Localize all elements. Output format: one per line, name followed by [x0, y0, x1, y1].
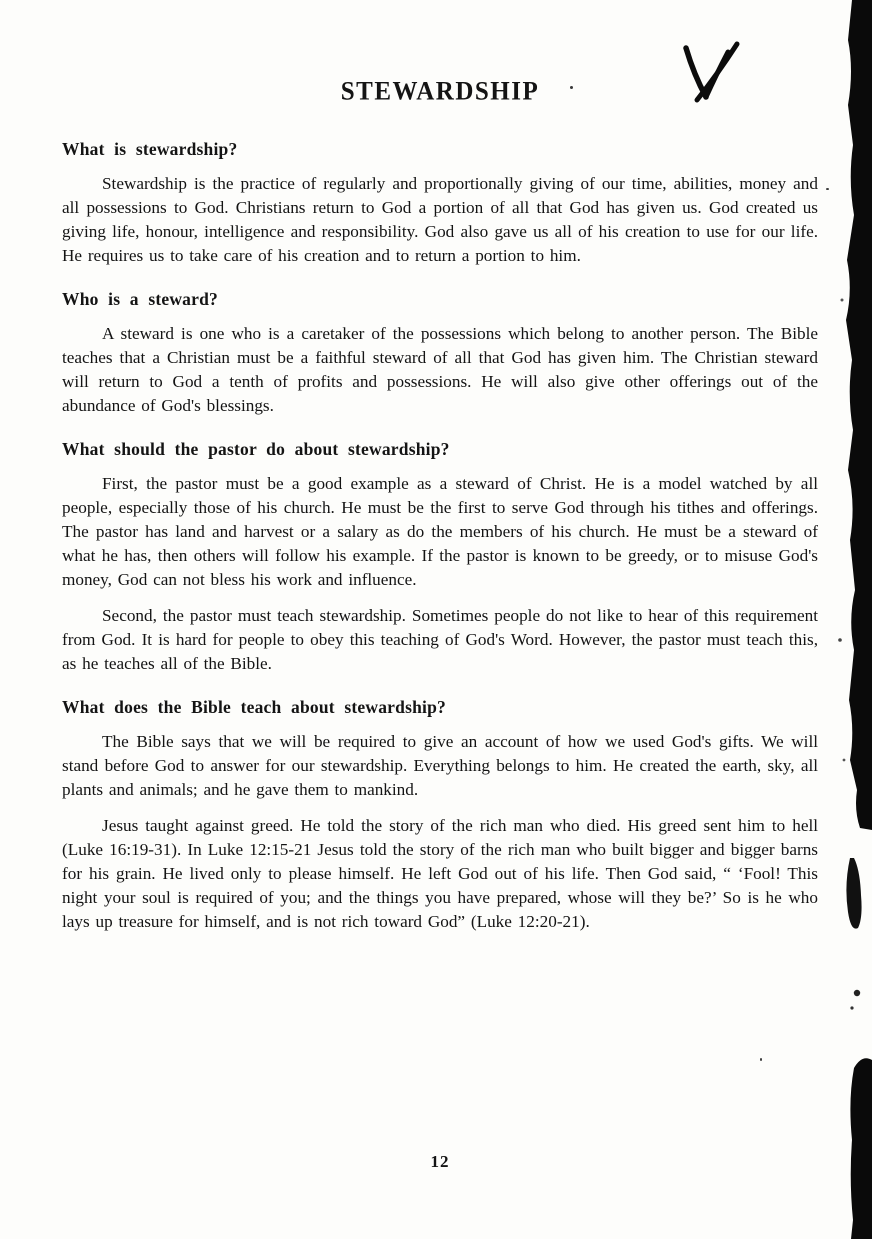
body-paragraph: The Bible says that we will be required to give an account of how we used God's gifts. We will stand before God to answer for our stewardship. Everything belongs to him. He created the earth, sky, all plants and animals; and he gave them to mankind. — [62, 732, 818, 799]
page-title: STEWARDSHIP — [340, 77, 540, 106]
section-heading: What is stewardship? — [62, 139, 238, 159]
page-number: 12 — [430, 1152, 450, 1171]
section-heading: What does the Bible teach about stewardship? — [62, 697, 446, 717]
section-pastor-stewardship — [62, 439, 818, 676]
body-paragraph: Second, the pastor must teach stewardship. Sometimes people do not like to hear of this requirement from God. It is hard for people to obey this teaching of God's Word. However, the pastor must teach this, as he teaches all of the Bible. — [62, 606, 818, 673]
section-what-is-stewardship — [62, 139, 818, 268]
body-paragraph: First, the pastor must be a good example as a steward of Christ. He is a model watched by all people, especially those of his church. He must be the first to serve God through his tithes and offerings. The pastor has land and harvest or a salary as do the members of his church. He must be a steward of what he has, then others will follow his example. If the pastor is known to be greedy, or to misuse God's money, God can not bless his work and influence. — [62, 474, 818, 589]
page-content — [62, 78, 818, 934]
section-bible-stewardship — [62, 697, 818, 934]
scan-binding-edge — [836, 0, 872, 1239]
section-who-is-a-steward — [62, 289, 818, 418]
section-heading: Who is a steward? — [62, 289, 218, 309]
scan-speck — [826, 188, 829, 190]
scan-speck — [760, 1058, 762, 1061]
body-paragraph: Stewardship is the practice of regularly and proportionally giving of our time, abilities, money and all possessions to God. Christians return to God a portion of all that God has given us. God created us giving life, honour, intelligence and responsibility. God also gave us all of his creation to use for our life. He requires us to take care of his creation and to return a portion to him. — [62, 174, 818, 265]
section-heading: What should the pastor do about stewardship? — [62, 439, 450, 459]
body-paragraph: Jesus taught against greed. He told the story of the rich man who died. His greed sent him to hell (Luke 16:19-31). In Luke 12:15-21 Jesus told the story of the rich man who built bigger and bigger barns for his grain. He lived only to please himself. He left God out of his life. Then God said, “ ‘Fool! This night your soul is required of you; and the things you have prepared, whose will they be?’ So is he who lays up treasure for himself, and is not rich toward God” (Luke 12:20-21). — [62, 816, 818, 931]
body-paragraph: A steward is one who is a caretaker of the possessions which belong to another person. The Bible teaches that a Christian must be a faithful steward of all that God has given him. The Christian steward will return to God a tenth of profits and possessions. He will also give other offerings out of the abundance of God's blessings. — [62, 324, 818, 415]
